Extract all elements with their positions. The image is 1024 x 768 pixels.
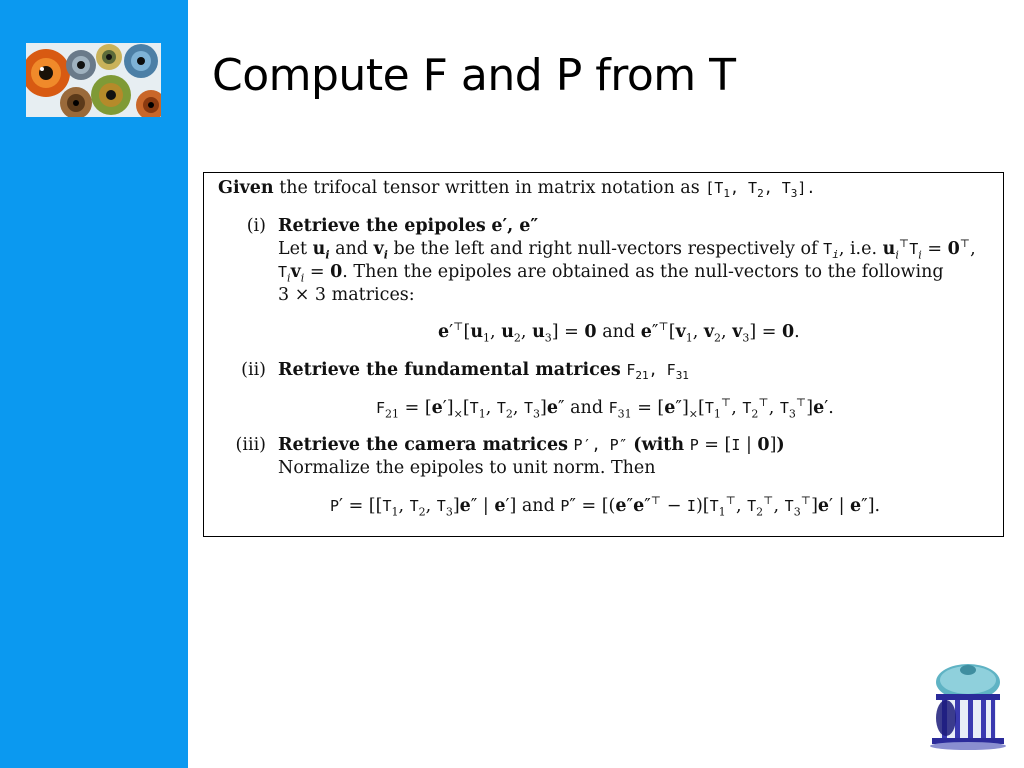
step-ii-heading-math: $F_{21}$, $F_{31}$ [626, 361, 689, 382]
step-iii-heading-math: P′, P″ [573, 436, 628, 454]
step-i-text-then: Then the epipoles are obtained as the null-vectors to the following [353, 262, 944, 282]
step-iii-heading-with-math: P = [I | 0]) [689, 435, 785, 455]
fundamental-eq-and: and [570, 398, 604, 418]
T-i-symbol: $T_i$ [823, 240, 839, 261]
step-i-line2 [278, 261, 944, 283]
step-i-text-ie: , i.e. [838, 239, 878, 259]
slide-title: Compute F and P from T [212, 50, 736, 101]
step-iii-line1: Normalize the epipoles to unit norm. Then [278, 458, 656, 478]
step-ii-heading [278, 359, 689, 381]
camera-equation: $P' = [[T_1$, $T_2$, $T_3]e''$ | e′] and $P'' = [(e''e''^⊤ - I)[T_1^⊤$, $T_2^⊤$, $T_3^⊤]e'$ | e″]. [330, 494, 881, 519]
v-symbol: v [373, 239, 384, 259]
epipole-eq-and: and [602, 322, 636, 342]
step-i-heading-math: e′, e″ [491, 216, 539, 236]
intro-math: [$T_1$, $T_2$, $T_3$]. [705, 179, 816, 200]
old-well-emblem-icon [922, 660, 1006, 750]
step-i-heading [278, 215, 538, 237]
step-ii-number: (ii) [241, 360, 266, 380]
step-i-number: (i) [246, 216, 266, 236]
algorithm-box [203, 172, 1004, 537]
step-i-heading-text: Retrieve the epipoles [278, 216, 486, 236]
step-ii-heading-text: Retrieve the fundamental matrices [278, 360, 621, 380]
null-equation-left: $u_i^⊤T_i = 0^⊤$, [882, 237, 976, 262]
step-i-line3: 3 × 3 matrices: [278, 285, 415, 305]
T-symbol: T [823, 240, 833, 258]
step-i-text-and: and [335, 239, 369, 259]
u-vector: $u_i$ [312, 239, 330, 262]
step-iii-number: (iii) [235, 435, 266, 455]
step-iii-heading [278, 434, 785, 456]
camera-eq-and: and [521, 496, 555, 516]
step-i-text-let: Let [278, 239, 308, 259]
epipole-equation: $e'^⊤[u_1$, $u_2$, $u_3] = 0$ and $e''^⊤[v_1$, $v_2$, $v_3] = 0$. [438, 320, 800, 345]
fundamental-equation: $F_{21} = [e']_\times[T_1$, $T_2$, $T_3]e''$ and $F_{31} = [e'']_\times[T_1^⊤$, $T_2^⊤$, $T_3^⊤]e'$. [376, 396, 834, 421]
intro-label: Given [218, 178, 274, 198]
step-i-line1 [278, 238, 976, 260]
v-vector: $v_i$ [373, 239, 388, 262]
intro-text: the trifocal tensor written in matrix notation as [279, 178, 700, 198]
step-iii-heading-text: Retrieve the camera matrices [278, 435, 568, 455]
null-equation-right: $T_iv_i = 0$. [278, 262, 348, 285]
step-iii-heading-suffix: (with [633, 435, 685, 455]
eyes-logo-image [26, 43, 161, 117]
step-i-text-nullvectors: be the left and right null-vectors respectively of [393, 239, 818, 259]
u-symbol: u [312, 239, 326, 259]
intro-line [218, 177, 815, 199]
